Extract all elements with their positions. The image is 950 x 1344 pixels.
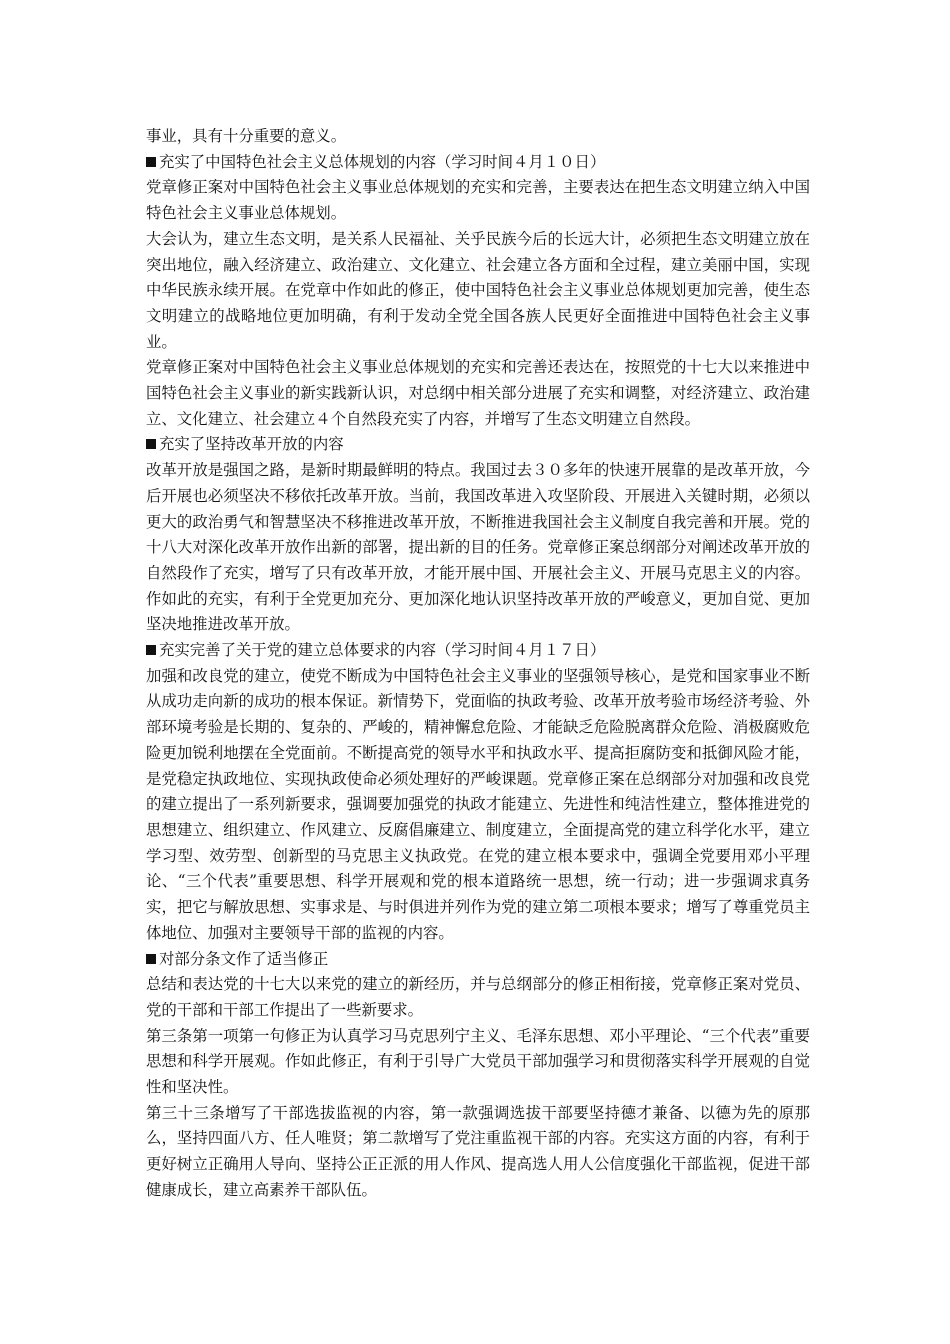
section-heading-2 bbox=[146, 432, 810, 458]
section-heading-4 bbox=[146, 947, 810, 973]
square-bullet-icon bbox=[146, 645, 156, 655]
paragraph-7: 总结和表达党的十七大以来党的建立的新经历，并与总纲部分的修正相衔接，党章修正案对党员、党的干部和干部工作提出了一些新要求。 bbox=[146, 975, 810, 1019]
square-bullet-icon bbox=[146, 157, 156, 167]
paragraph-3: 大会认为，建立生态文明，是关系人民福祉、关乎民族今后的长远大计，必须把生态文明建立放在突出地位，融入经济建立、政治建立、文化建立、社会建立各方面和全过程，建立美丽中国，实现中华民族永续开展。在党章中作如此的修正，使中国特色社会主义事业总体规划更加完善，使生态文明建立的战略地位更加明确，有利于发动全党全国各族人民更好全面推进中国特色社会主义事业。 bbox=[146, 229, 810, 351]
paragraph-4: 党章修正案对中国特色社会主义事业总体规划的充实和完善还表达在，按照党的十七大以来推进中国特色社会主义事业的新实践新认识，对总纲中相关部分进展了充实和调整，对经济建立、政治建立、文化建立、社会建立４个自然段充实了内容，并增写了生态文明建立自然段。 bbox=[146, 358, 810, 428]
section-heading-4-text: 对部分条文作了适当修正 bbox=[159, 949, 329, 968]
square-bullet-icon bbox=[146, 954, 156, 964]
paragraph-6: 加强和改良党的建立，使党不断成为中国特色社会主义事业的坚强领导核心，是党和国家事业不断从成功走向新的成功的根本保证。新情势下，党面临的执政考验、改革开放考验市场经济考验、外部环境考验是长期的、复杂的、严峻的，精神懈怠危险、才能缺乏危险脱离群众危险、消极腐败危险更加锐利地摆在全党面前。不断提高党的领导水平和执政水平、提高拒腐防变和抵御风险才能，是党稳定执政地位、实现执政使命必须处理好的严峻课题。党章修正案在总纲部分对加强和改良党的建立提出了一系列新要求，强调要加强党的执政才能建立、先进性和纯洁性建立，整体推进党的思想建立、组织建立、作风建立、反腐倡廉建立、制度建立，全面提高党的建立科学化水平，建立学习型、效劳型、创新型的马克思主义执政党。在党的建立根本要求中，强调全党要用邓小平理论、“三个代表”重要思想、科学开展观和党的根本道路统一思想，统一行动；进一步强调求真务实，把它与解放思想、实事求是、与时俱进并列作为党的建立第二项根本要求；增写了尊重党员主体地位、加强对主要领导干部的监视的内容。 bbox=[146, 666, 810, 942]
paragraph-1: 事业，具有十分重要的意义。 bbox=[146, 127, 347, 145]
paragraph-2: 党章修正案对中国特色社会主义事业总体规划的充实和完善，主要表达在把生态文明建立纳入中国特色社会主义事业总体规划。 bbox=[146, 178, 810, 223]
section-heading-3 bbox=[146, 638, 810, 664]
paragraph-5: 改革开放是强国之路，是新时期最鲜明的特点。我国过去３０多年的快速开展靠的是改革开放，今后开展也必须坚决不移依托改革开放。当前，我国改革进入攻坚阶段、开展进入关键时期，必须以更大的政治勇气和智慧坚决不移推进改革开放，不断推进我国社会主义制度自我完善和开展。党的十八大对深化改革开放作出新的部署，提出新的目的任务。党章修正案总纲部分对阐述改革开放的自然段作了充实，增写了只有改革开放，才能开展中国、开展社会主义、开展马克思主义的内容。作如此的充实，有利于全党更加充分、更加深化地认识坚持改革开放的严峻意义，更加自觉、更加坚决地推进改革开放。 bbox=[146, 461, 810, 634]
paragraph-9: 第三十三条增写了干部选拔监视的内容，第一款强调选拔干部要坚持德才兼备、以德为先的原那么，坚持四面八方、任人唯贤；第二款增写了党注重监视干部的内容。充实这方面的内容，有利于更好树立正确用人导向、坚持公正正派的用人作风、提高选人用人公信度强化干部监视，促进干部健康成长，建立高素养干部队伍。 bbox=[146, 1103, 810, 1199]
document-body bbox=[146, 124, 810, 1204]
section-heading-1-text: 充实了中国特色社会主义总体规划的内容（学习时间４月１０日） bbox=[159, 152, 606, 171]
section-heading-2-text: 充实了坚持改革开放的内容 bbox=[159, 435, 344, 454]
square-bullet-icon bbox=[146, 439, 156, 449]
section-heading-1 bbox=[146, 150, 810, 176]
paragraph-8: 第三条第一项第一句修正为认真学习马克思列宁主义、毛泽东思想、邓小平理论、“三个代表”重要思想和科学开展观。作如此修正，有利于引导广大党员干部加强学习和贯彻落实科学开展观的自觉性和坚决性。 bbox=[146, 1026, 810, 1097]
section-heading-3-text: 充实完善了关于党的建立总体要求的内容（学习时间４月１７日） bbox=[159, 641, 606, 660]
